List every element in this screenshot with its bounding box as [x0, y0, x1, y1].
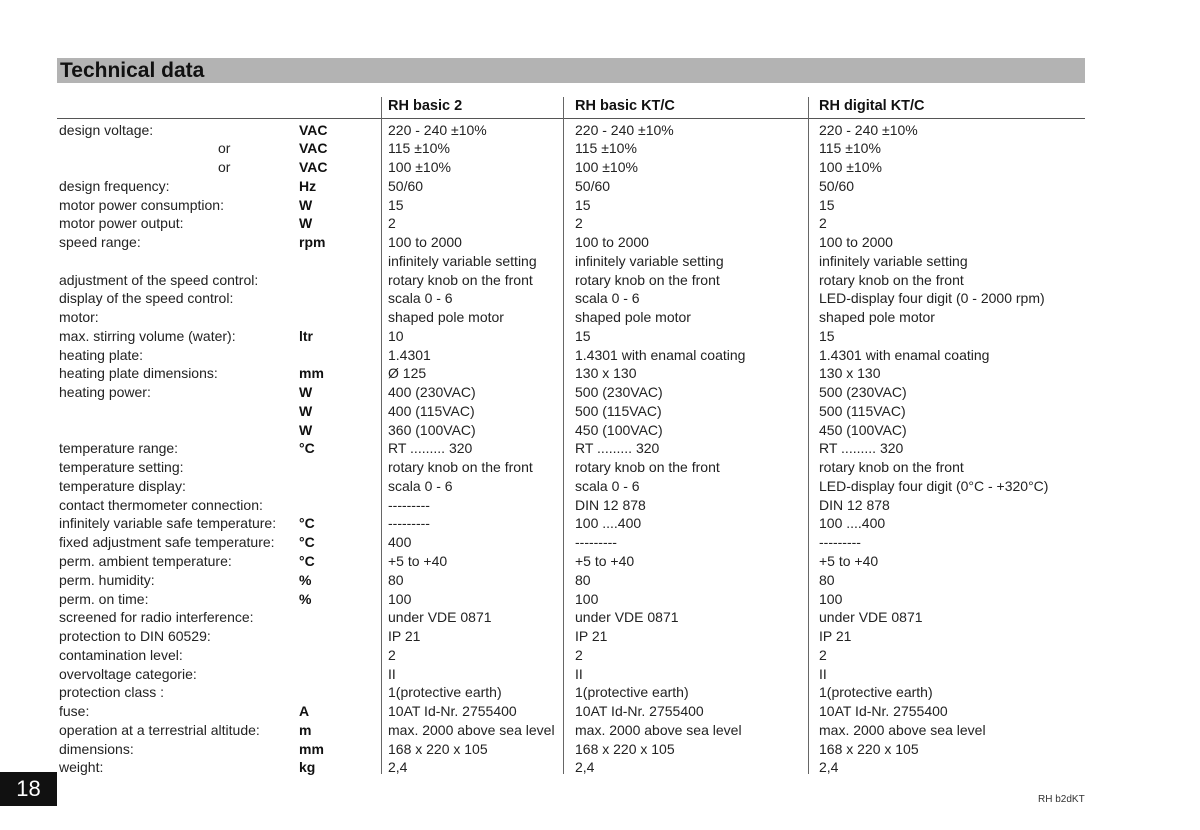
- row-label: temperature range:: [59, 440, 179, 457]
- table-row: [0, 571, 1200, 590]
- value-rh-basic-ktc: 50/60: [575, 177, 611, 194]
- table-row: [0, 665, 1200, 684]
- value-rh-basic-2: 400 (230VAC): [388, 384, 476, 401]
- row-unit: %: [299, 590, 312, 607]
- table-row: [0, 121, 1200, 140]
- value-rh-basic-ktc: 100 to 2000: [575, 234, 649, 251]
- value-rh-digital-ktc: DIN 12 878: [819, 496, 890, 513]
- value-rh-basic-ktc: 500 (230VAC): [575, 384, 663, 401]
- row-label: motor power consumption:: [59, 196, 224, 213]
- value-rh-digital-ktc: 15: [819, 196, 835, 213]
- value-rh-basic-2: scala 0 - 6: [388, 477, 453, 494]
- row-unit: W: [299, 215, 313, 232]
- value-rh-basic-ktc: scala 0 - 6: [575, 290, 640, 307]
- value-rh-digital-ktc: 80: [819, 571, 835, 588]
- value-rh-basic-ktc: 450 (100VAC): [575, 421, 663, 438]
- value-rh-digital-ktc: 2: [819, 215, 827, 232]
- table-row: [0, 514, 1200, 533]
- table-row: [0, 383, 1200, 402]
- row-label: adjustment of the speed control:: [59, 271, 259, 288]
- table-row: [0, 327, 1200, 346]
- row-label: perm. on time:: [59, 590, 149, 607]
- value-rh-basic-2: rotary knob on the front: [388, 459, 533, 476]
- table-row: [0, 177, 1200, 196]
- row-label: protection class :: [59, 684, 165, 701]
- value-rh-digital-ktc: II: [819, 665, 827, 682]
- column-header-rh-basic-ktc: RH basic KT/C: [575, 98, 675, 114]
- value-rh-basic-2: 100 to 2000: [388, 234, 462, 251]
- value-rh-basic-2: 1.4301: [388, 346, 431, 363]
- table-row: [0, 252, 1200, 271]
- table-row: [0, 552, 1200, 571]
- row-label: heating plate:: [59, 346, 144, 363]
- value-rh-basic-2: 2: [388, 215, 396, 232]
- value-rh-basic-2: scala 0 - 6: [388, 290, 453, 307]
- table-row: [0, 721, 1200, 740]
- value-rh-digital-ktc: 50/60: [819, 177, 855, 194]
- row-label: heating plate dimensions:: [59, 365, 218, 382]
- row-unit: mm: [299, 365, 324, 382]
- row-unit: °C: [299, 440, 315, 457]
- table-row: [0, 702, 1200, 721]
- value-rh-digital-ktc: 168 x 220 x 105: [819, 740, 919, 757]
- value-rh-basic-ktc: ---------: [575, 534, 617, 551]
- row-label: or: [218, 159, 231, 176]
- row-label: design voltage:: [59, 121, 154, 138]
- value-rh-basic-ktc: 2: [575, 215, 583, 232]
- value-rh-basic-2: rotary knob on the front: [388, 271, 533, 288]
- value-rh-basic-2: 80: [388, 571, 404, 588]
- value-rh-digital-ktc: 130 x 130: [819, 365, 881, 382]
- row-unit: °C: [299, 534, 315, 551]
- row-unit: ltr: [299, 327, 313, 344]
- row-label: fuse:: [59, 703, 90, 720]
- value-rh-basic-2: ---------: [388, 496, 430, 513]
- value-rh-basic-2: infinitely variable setting: [388, 252, 537, 269]
- value-rh-digital-ktc: 1.4301 with enamal coating: [819, 346, 990, 363]
- value-rh-basic-2: shaped pole motor: [388, 309, 504, 326]
- value-rh-basic-ktc: rotary knob on the front: [575, 271, 720, 288]
- value-rh-digital-ktc: 100 ....400: [819, 515, 886, 532]
- value-rh-basic-2: 2,4: [388, 759, 408, 776]
- row-label: or: [218, 140, 231, 157]
- table-row: [0, 271, 1200, 290]
- value-rh-digital-ktc: max. 2000 above sea level: [819, 721, 986, 738]
- value-rh-basic-ktc: DIN 12 878: [575, 496, 646, 513]
- table-row: [0, 740, 1200, 759]
- row-label: contact thermometer connection:: [59, 496, 263, 513]
- value-rh-basic-2: 220 - 240 ±10%: [388, 121, 487, 138]
- value-rh-basic-2: 15: [388, 196, 404, 213]
- table-row: [0, 758, 1200, 777]
- value-rh-digital-ktc: 10AT Id-Nr. 2755400: [819, 703, 948, 720]
- table-row: [0, 214, 1200, 233]
- value-rh-basic-ktc: 100 ....400: [575, 515, 642, 532]
- value-rh-digital-ktc: +5 to +40: [819, 552, 879, 569]
- row-unit: VAC: [299, 121, 328, 138]
- value-rh-basic-2: 400: [388, 534, 412, 551]
- table-row: [0, 346, 1200, 365]
- row-unit: rpm: [299, 234, 326, 251]
- value-rh-basic-ktc: 1(protective earth): [575, 684, 689, 701]
- value-rh-basic-2: +5 to +40: [388, 552, 448, 569]
- value-rh-digital-ktc: 2,4: [819, 759, 839, 776]
- value-rh-basic-2: II: [388, 665, 396, 682]
- value-rh-digital-ktc: 100: [819, 590, 843, 607]
- value-rh-digital-ktc: 115 ±10%: [819, 140, 881, 157]
- value-rh-basic-2: under VDE 0871: [388, 609, 492, 626]
- row-label: infinitely variable safe temperature:: [59, 515, 277, 532]
- value-rh-digital-ktc: LED-display four digit (0°C - +320°C): [819, 477, 1049, 494]
- value-rh-basic-ktc: 2: [575, 646, 583, 663]
- value-rh-basic-ktc: 130 x 130: [575, 365, 637, 382]
- value-rh-basic-ktc: 100: [575, 590, 599, 607]
- value-rh-basic-2: IP 21: [388, 628, 421, 645]
- table-row: [0, 683, 1200, 702]
- row-label: motor power output:: [59, 215, 184, 232]
- value-rh-digital-ktc: rotary knob on the front: [819, 459, 964, 476]
- value-rh-digital-ktc: infinitely variable setting: [819, 252, 968, 269]
- footer-code: RH b2dKT: [1038, 794, 1085, 805]
- row-unit: mm: [299, 740, 324, 757]
- value-rh-digital-ktc: 500 (115VAC): [819, 402, 906, 419]
- table-row: [0, 439, 1200, 458]
- value-rh-basic-2: 10AT Id-Nr. 2755400: [388, 703, 517, 720]
- value-rh-basic-ktc: II: [575, 665, 583, 682]
- value-rh-basic-ktc: RT ......... 320: [575, 440, 660, 457]
- value-rh-basic-ktc: 15: [575, 327, 591, 344]
- row-unit: Hz: [299, 177, 317, 194]
- section-title-bar: [57, 58, 1085, 83]
- value-rh-basic-ktc: 10AT Id-Nr. 2755400: [575, 703, 704, 720]
- row-label: overvoltage categorie:: [59, 665, 197, 682]
- value-rh-basic-2: max. 2000 above sea level: [388, 721, 555, 738]
- table-row: [0, 139, 1200, 158]
- value-rh-digital-ktc: 450 (100VAC): [819, 421, 907, 438]
- value-rh-basic-ktc: 1.4301 with enamal coating: [575, 346, 746, 363]
- value-rh-basic-ktc: 100 ±10%: [575, 159, 638, 176]
- page-title: Technical data: [60, 59, 205, 82]
- table-row: [0, 627, 1200, 646]
- value-rh-basic-2: 10: [388, 327, 404, 344]
- row-label: operation at a terrestrial altitude:: [59, 721, 260, 738]
- value-rh-digital-ktc: 100 ±10%: [819, 159, 882, 176]
- value-rh-basic-2: Ø 125: [388, 365, 427, 382]
- value-rh-digital-ktc: 15: [819, 327, 835, 344]
- table-row: [0, 364, 1200, 383]
- row-unit: %: [299, 571, 312, 588]
- table-row: [0, 196, 1200, 215]
- row-unit: W: [299, 384, 313, 401]
- row-label: perm. ambient temperature:: [59, 552, 232, 569]
- table-row: [0, 646, 1200, 665]
- value-rh-basic-ktc: 15: [575, 196, 591, 213]
- row-unit: W: [299, 196, 313, 213]
- row-label: perm. humidity:: [59, 571, 155, 588]
- value-rh-digital-ktc: ---------: [819, 534, 861, 551]
- table-row: [0, 458, 1200, 477]
- value-rh-digital-ktc: 220 - 240 ±10%: [819, 121, 918, 138]
- value-rh-basic-ktc: +5 to +40: [575, 552, 635, 569]
- value-rh-basic-2: 50/60: [388, 177, 424, 194]
- row-label: max. stirring volume (water):: [59, 327, 236, 344]
- value-rh-basic-2: 360 (100VAC): [388, 421, 476, 438]
- value-rh-digital-ktc: under VDE 0871: [819, 609, 923, 626]
- value-rh-basic-ktc: rotary knob on the front: [575, 459, 720, 476]
- header-divider: [57, 118, 1085, 119]
- value-rh-basic-2: 168 x 220 x 105: [388, 740, 488, 757]
- value-rh-basic-2: 400 (115VAC): [388, 402, 475, 419]
- value-rh-digital-ktc: 2: [819, 646, 827, 663]
- row-unit: VAC: [299, 159, 328, 176]
- value-rh-basic-ktc: 115 ±10%: [575, 140, 637, 157]
- value-rh-digital-ktc: rotary knob on the front: [819, 271, 964, 288]
- row-label: display of the speed control:: [59, 290, 234, 307]
- value-rh-basic-ktc: max. 2000 above sea level: [575, 721, 742, 738]
- table-row: [0, 158, 1200, 177]
- row-unit: °C: [299, 552, 315, 569]
- page-number: 18: [0, 772, 57, 806]
- row-label: weight:: [59, 759, 104, 776]
- value-rh-digital-ktc: 500 (230VAC): [819, 384, 907, 401]
- row-label: design frequency:: [59, 177, 170, 194]
- value-rh-basic-ktc: 2,4: [575, 759, 595, 776]
- value-rh-digital-ktc: RT ......... 320: [819, 440, 904, 457]
- row-label: screened for radio interference:: [59, 609, 254, 626]
- table-row: [0, 402, 1200, 421]
- row-label: speed range:: [59, 234, 141, 251]
- row-label: protection to DIN 60529:: [59, 628, 211, 645]
- row-unit: W: [299, 421, 313, 438]
- table-row: [0, 289, 1200, 308]
- value-rh-digital-ktc: 100 to 2000: [819, 234, 893, 251]
- row-label: temperature display:: [59, 477, 186, 494]
- table-row: [0, 233, 1200, 252]
- table-row: [0, 421, 1200, 440]
- table-row: [0, 533, 1200, 552]
- column-header-rh-basic-2: RH basic 2: [388, 98, 463, 114]
- value-rh-basic-ktc: IP 21: [575, 628, 608, 645]
- value-rh-digital-ktc: LED-display four digit (0 - 2000 rpm): [819, 290, 1045, 307]
- value-rh-basic-ktc: infinitely variable setting: [575, 252, 724, 269]
- row-label: dimensions:: [59, 740, 134, 757]
- row-label: contamination level:: [59, 646, 183, 663]
- value-rh-basic-ktc: 80: [575, 571, 591, 588]
- value-rh-digital-ktc: shaped pole motor: [819, 309, 935, 326]
- value-rh-digital-ktc: IP 21: [819, 628, 852, 645]
- row-unit: °C: [299, 515, 315, 532]
- value-rh-basic-ktc: 168 x 220 x 105: [575, 740, 675, 757]
- value-rh-basic-ktc: 500 (115VAC): [575, 402, 662, 419]
- value-rh-basic-2: ---------: [388, 515, 430, 532]
- row-unit: W: [299, 402, 313, 419]
- row-unit: VAC: [299, 140, 328, 157]
- value-rh-basic-2: 2: [388, 646, 396, 663]
- value-rh-basic-2: 100: [388, 590, 412, 607]
- row-unit: A: [299, 703, 310, 720]
- row-unit: m: [299, 721, 312, 738]
- value-rh-basic-2: RT ......... 320: [388, 440, 473, 457]
- table-row: [0, 477, 1200, 496]
- value-rh-basic-ktc: scala 0 - 6: [575, 477, 640, 494]
- row-label: temperature setting:: [59, 459, 184, 476]
- row-label: fixed adjustment safe temperature:: [59, 534, 275, 551]
- value-rh-basic-2: 1(protective earth): [388, 684, 502, 701]
- table-row: [0, 496, 1200, 515]
- column-header-rh-digital-ktc: RH digital KT/C: [819, 98, 925, 114]
- table-row: [0, 590, 1200, 609]
- value-rh-basic-ktc: under VDE 0871: [575, 609, 679, 626]
- value-rh-basic-2: 115 ±10%: [388, 140, 450, 157]
- row-label: motor:: [59, 309, 99, 326]
- value-rh-digital-ktc: 1(protective earth): [819, 684, 933, 701]
- table-row: [0, 308, 1200, 327]
- value-rh-basic-ktc: shaped pole motor: [575, 309, 691, 326]
- value-rh-basic-2: 100 ±10%: [388, 159, 451, 176]
- row-label: heating power:: [59, 384, 151, 401]
- table-row: [0, 608, 1200, 627]
- row-unit: kg: [299, 759, 316, 776]
- value-rh-basic-ktc: 220 - 240 ±10%: [575, 121, 674, 138]
